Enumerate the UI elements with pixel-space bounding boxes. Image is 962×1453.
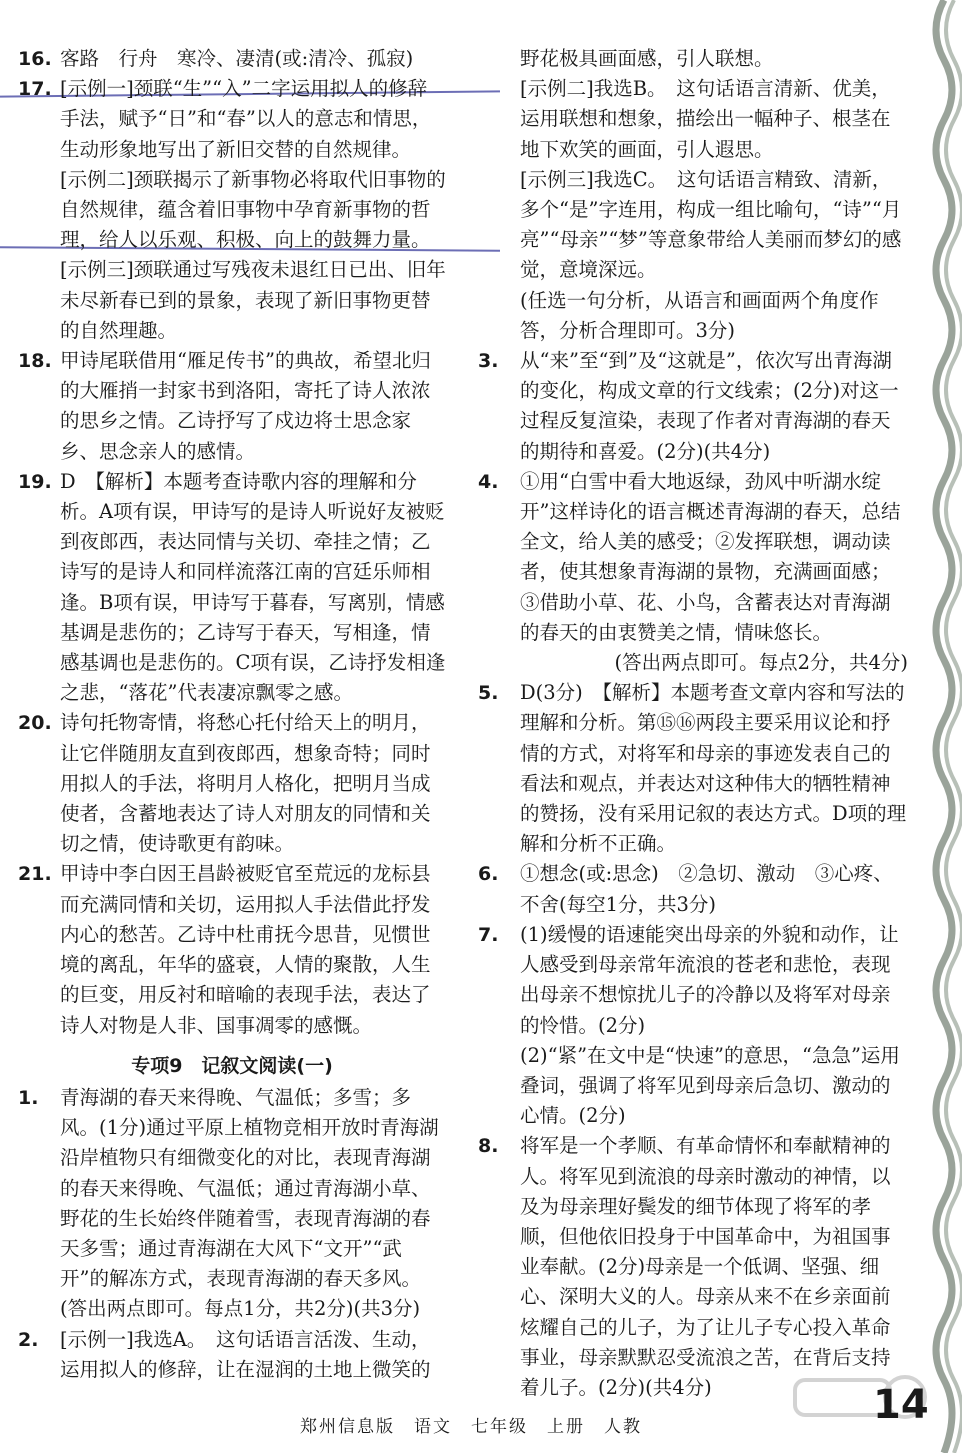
answer-text: ①想念(或:思念) ②急切、激动 ③心疼、不舍(每空1分，共3分) xyxy=(520,862,893,916)
question-number: 21. xyxy=(18,863,52,886)
answer-text: 从“来”至“到”及“这就是”，依次写出青海湖的变化，构成文章的行文线索；(2分)对这一过程反复渲染，表现了作者对青海湖的春天的期待和喜爱。(2分)(共4分) xyxy=(520,349,899,463)
question-number: 7. xyxy=(478,923,499,946)
left-column xyxy=(18,44,446,1385)
answer-item xyxy=(478,467,908,648)
question-number: 17. xyxy=(18,78,52,101)
answer-text: 将军是一个孝顺、有革命情怀和奉献精神的人。将军见到流浪的母亲时激动的神情，以及为母亲理好鬓发的细节体现了将军的孝顺，但他依旧投身于中国革命中，为祖国事业奉献。(2分)母亲是一个低调、坚强、细心、深明大义的人。母亲从来不在乡亲面前炫耀自己的儿子，为了让儿子专心投入革命事业，母亲默默忍受流浪之苦，在背后支持着儿子。(2分)(共4分) xyxy=(520,1134,891,1399)
answer-item xyxy=(478,678,908,859)
answer-text: (2)“紧”在文中是“快速”的意思，“急急”运用叠词，强调了将军见到母亲后急切、激动的心情。(2分) xyxy=(520,1043,900,1128)
question-number: 3. xyxy=(478,350,499,373)
answer-text: D(3分) 【解析】本题考查文章内容和写法的理解和分析。第⑮⑯两段主要采用议论和抒情的方式，对将军和母亲的事迹发表自己的看法和观点，并表达对这种伟大的牺牲精神的赞扬，没有采用记叙的表达方式。D项的理解和分析不正确。 xyxy=(520,681,907,856)
answer-text: 野花极具画面感，引人联想。 xyxy=(520,47,774,70)
answer-text: 诗句托物寄情，将愁心托付给天上的明月，让它伴随朋友直到夜郎西，想象奇特；同时用拟人的手法，将明月人格化，把明月当成使者，含蓄地表达了诗人对朋友的同情和关切之情，使诗歌更有韵味。 xyxy=(60,711,431,856)
question-number: 18. xyxy=(18,350,52,373)
question-number: 8. xyxy=(478,1135,499,1158)
answer-item xyxy=(478,346,908,467)
answer-item xyxy=(478,44,908,346)
right-column xyxy=(478,44,908,1403)
question-number: 5. xyxy=(478,682,499,705)
question-number: 16. xyxy=(18,48,52,70)
question-number: 20. xyxy=(18,712,52,735)
answer-text: [示例二]我选B。 这句话语言清新、优美，运用联想和想象，描绘出一幅种子、根茎在地下欢笑的画面，引人遐思。 xyxy=(520,77,891,161)
answer-item xyxy=(478,859,908,919)
answer-item xyxy=(478,648,908,678)
question-number: 1. xyxy=(18,1086,39,1109)
answer-text: 甲诗尾联借用“雁足传书”的典故，希望北归的大雁捎一封家书到洛阳，寄托了诗人浓浓的思乡之情。乙诗抒写了戍边将士思念家乡、思念亲人的感情。 xyxy=(60,349,431,463)
section-title: 专项9 记叙文阅读(一) xyxy=(131,1054,333,1077)
answer-text: [示例一]我选A。 这句话语言活泼、生动，运用拟人的修辞，让在湿润的土地上微笑的 xyxy=(60,1327,431,1381)
answer-text: ①用“白雪中看大地返绿，劲风中听湖水绽开”这样诗化的语言概述青海湖的春天，总结全文，给人美的感受；②发挥联想，调动读者，使其想象青海湖的景物，充满画面感；③借助小草、花、小鸟，含蓄表达对青海湖的春天的由衷赞美之情，情味悠长。 xyxy=(520,469,901,644)
decorative-border xyxy=(904,0,962,1453)
answer-item xyxy=(18,346,446,467)
answer-item xyxy=(478,1131,908,1403)
page-number: 14 xyxy=(873,1382,929,1428)
answer-text: [示例三]颈联通过写残夜未退红日已出、旧年未尽新春已到的景象，表现了新旧事物更替的自然理趣。 xyxy=(60,258,446,342)
page-footer: 郑州信息版 语文 七年级 上册 人教 xyxy=(300,1417,642,1437)
answer-item xyxy=(18,44,446,74)
answer-text: 甲诗中李白因王昌龄被贬官至荒远的龙标县而充满同情和关切，运用拟人手法借此抒发内心的愁苦。乙诗中杜甫抚今思昔，见惯世境的离乱，年华的盛衰，人情的聚散，人生的巨变，用反衬和暗喻的表现手法，表达了诗人对物是人非、国事凋零的感慨。 xyxy=(60,862,431,1037)
question-number: 2. xyxy=(18,1328,39,1351)
answer-item xyxy=(18,708,446,859)
answer-item xyxy=(18,859,446,1040)
answer-text: (任选一句分析，从语言和画面两个角度作答，分析合理即可。3分) xyxy=(520,288,879,342)
answer-item xyxy=(478,920,908,1131)
question-number: 6. xyxy=(478,863,499,886)
answer-text: [示例二]颈联揭示了新事物必将取代旧事物的自然规律，蕴含着旧事物中孕育新事物的哲理，给人以乐观、积极、向上的鼓舞力量。 xyxy=(60,167,446,252)
answer-item xyxy=(18,1325,446,1385)
answer-item xyxy=(18,467,446,709)
answer-item xyxy=(18,74,446,346)
answer-text: D 【解析】本题考查诗歌内容的理解和分析。A项有误，甲诗写的是诗人听说好友被贬到夜郎西，表达同情与关切、牵挂之情；乙诗写的是诗人和同样流落江南的宫廷乐师相逢。B项有误，甲诗写于暮春，写离别，情感基调是悲伤的；乙诗写于春天，写相逢，情感基调也是悲伤的。C项有误，乙诗抒发相逢之悲，“落花”代表凄凉飘零之感。 xyxy=(60,469,446,705)
answer-text: 客路 行舟 寒冷、凄清(或:清冷、孤寂) xyxy=(60,47,414,70)
question-number: 19. xyxy=(18,470,52,493)
question-number: 4. xyxy=(478,470,499,493)
answer-text: (1)缓慢的语速能突出母亲的外貌和动作，让人感受到母亲常年流浪的苍老和悲怆，表现出母亲不想惊扰儿子的冷静以及将军对母亲的怜惜。(2分) xyxy=(520,922,899,1037)
answer-item xyxy=(18,1083,446,1325)
answer-text: [示例一]颈联“生”“入”二字运用拟人的修辞手法，赋予“日”和“春”以人的意志和情思，生动形象地写出了新旧交替的自然规律。 xyxy=(60,77,432,161)
answer-text: [示例三]我选C。 这句话语言精致、清新，多个“是”字连用，构成一组比喻句，“诗”“月亮”“母亲”“梦”等意象带给人美丽而梦幻的感觉，意境深远。 xyxy=(520,167,902,282)
answer-text: 青海湖的春天来得晚、气温低；多雪；多风。(1分)通过平原上植物竞相开放时青海湖沿岸植物只有细微变化的对比，表现青海湖的春天来得晚、气温低；通过青海湖小草、野花的生长始终伴随着雪，表现青海湖的春天多雪；通过青海湖在大风下“文开”“武开”的解冻方式，表现青海湖的春天多风。(答出两点即可。每点1分，共2分)(共3分) xyxy=(60,1085,439,1321)
score-note: (答出两点即可。每点2分，共4分) xyxy=(614,651,908,675)
